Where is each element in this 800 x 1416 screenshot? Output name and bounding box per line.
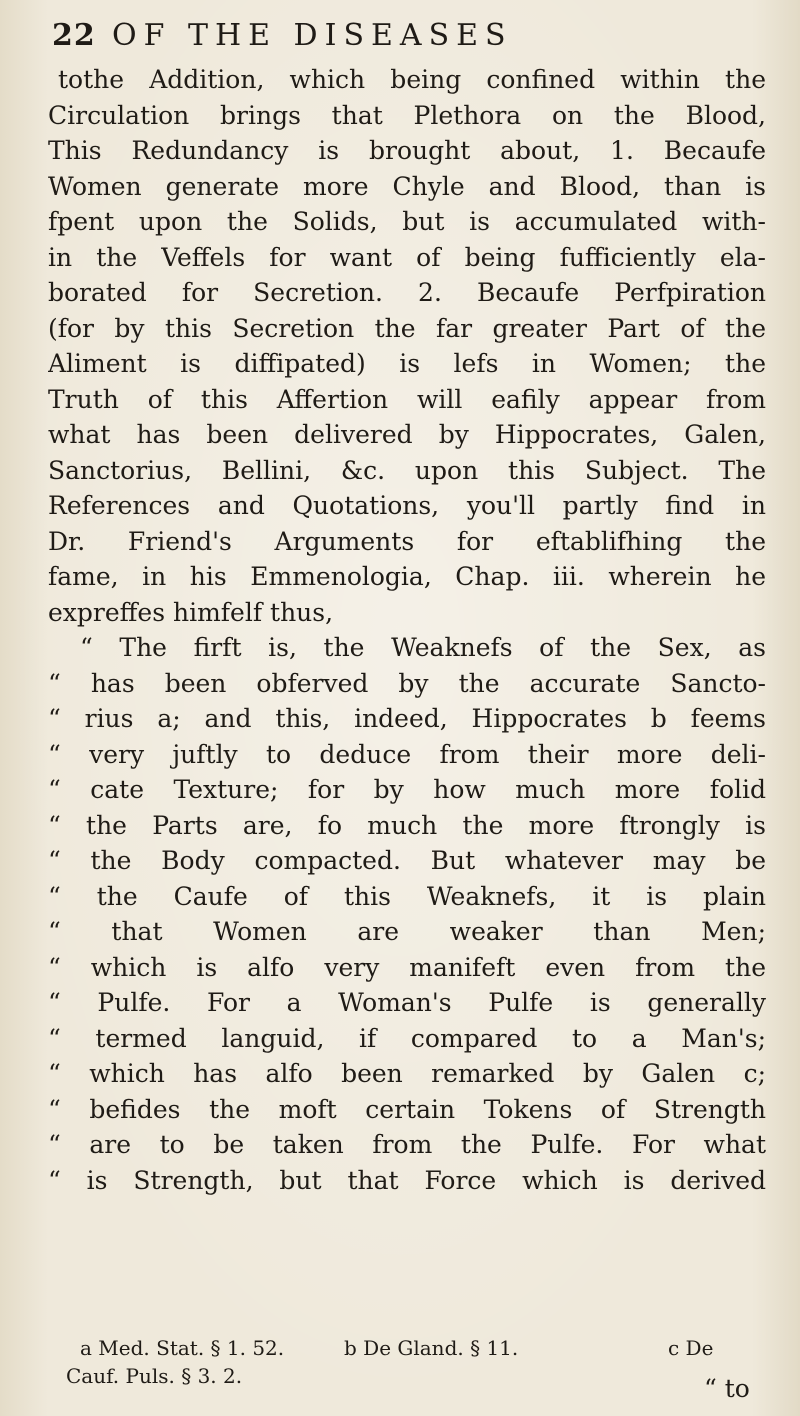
body-text bbox=[48, 62, 766, 1198]
quote-line: “ is Strength, but that Force which is derived bbox=[48, 1165, 766, 1195]
quote-line: “ cate Texture; for by how much more folid bbox=[48, 775, 766, 804]
text-line: Circulation brings that Plethora on the Blood, bbox=[48, 100, 766, 130]
quote-line: “ that Women are weaker than Men; bbox=[48, 917, 766, 946]
text-line: what has been delivered by Hippocrates, Galen, bbox=[48, 420, 766, 449]
page-number: 22 bbox=[52, 18, 96, 53]
quote-line: “ the Body compacted. But whatever may be bbox=[48, 846, 766, 875]
text-line: Dr. Friend's Arguments for eftablifhing the bbox=[48, 526, 766, 556]
quote-line: “ which has alfo been remarked by Galen c; bbox=[48, 1059, 766, 1088]
quote-line: “ the Caufe of this Weaknefs, it is plain bbox=[48, 881, 766, 911]
footnote-c-continued: Cauf. Puls. § 3. 2. bbox=[66, 1364, 243, 1388]
quote-line: “ very juftly to deduce from their more deli- bbox=[48, 739, 766, 769]
catchword: “ to bbox=[704, 1374, 750, 1403]
quote-line: “ rius a; and this, indeed, Hippocrates b feems bbox=[48, 704, 766, 733]
text-line: Women generate more Chyle and Blood, than is bbox=[48, 171, 766, 201]
text-line: fame, in his Emmenologia, Chap. iii. wherein he bbox=[48, 562, 766, 591]
text-line: Sanctorius, Bellini, &c. upon this Subject. The bbox=[48, 455, 766, 485]
quote-line: “ The firft is, the Weaknefs of the Sex, as bbox=[80, 633, 766, 662]
text-line: Truth of this Affertion will eafily appear from bbox=[48, 384, 766, 414]
page-header bbox=[50, 12, 790, 62]
text-line: tothe Addition, which being confined within the bbox=[58, 65, 766, 94]
footnote-c: c De bbox=[668, 1336, 714, 1360]
text-line: borated for Secretion. 2. Becaufe Perfpiration bbox=[48, 278, 766, 307]
text-line: Aliment is diffipated) is lefs in Women; the bbox=[48, 349, 766, 378]
quote-line: “ are to be taken from the Pulfe. For what bbox=[48, 1130, 766, 1159]
text-line: expreffes himfelf thus, bbox=[48, 597, 334, 627]
footnote-b: b De Gland. § 11. bbox=[344, 1336, 519, 1360]
text-line: fpent upon the Solids, but is accumulated with- bbox=[48, 207, 766, 236]
quote-line: “ Pulfe. For a Woman's Pulfe is generally bbox=[48, 988, 766, 1017]
text-line: This Redundancy is brought about, 1. Becaufe bbox=[48, 136, 766, 165]
running-head: OF THE DISEASES bbox=[112, 18, 513, 53]
quote-line: “ the Parts are, fo much the more ftrongly is bbox=[48, 810, 766, 840]
footnote-a: a Med. Stat. § 1. 52. bbox=[80, 1336, 285, 1360]
text-line: in the Veffels for want of being fufficiently ela- bbox=[48, 242, 766, 272]
quote-line: “ befides the moft certain Tokens of Strength bbox=[48, 1094, 766, 1124]
text-line: References and Quotations, you'll partly find in bbox=[48, 491, 766, 520]
quote-line: “ which is alfo very manifeft even from the bbox=[48, 952, 766, 982]
text-line: (for by this Secretion the far greater Part of the bbox=[48, 313, 766, 343]
quote-line: “ termed languid, if compared to a Man's; bbox=[48, 1023, 766, 1053]
quote-line: “ has been obferved by the accurate Sancto- bbox=[48, 668, 766, 698]
